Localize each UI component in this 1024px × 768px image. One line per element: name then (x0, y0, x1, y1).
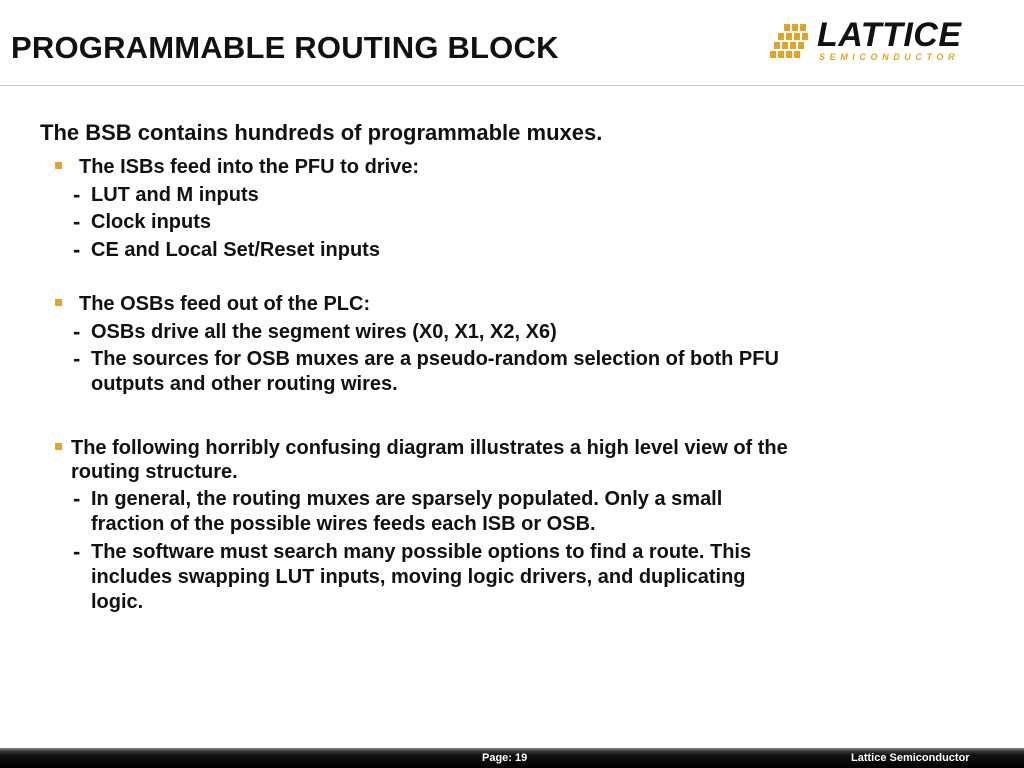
diagram-heading: The following horribly confusing diagram illustrates a high level view of the (71, 437, 788, 459)
page-title: PROGRAMMABLE ROUTING BLOCK (11, 30, 559, 65)
dash-bullet: - (73, 237, 81, 262)
footer-bar (0, 748, 1024, 768)
dash-bullet: - (73, 346, 81, 371)
page-number: Page: 19 (482, 752, 528, 764)
diagram-item: The software must search many possible options to find a route. This (91, 541, 752, 563)
dash-bullet: - (73, 319, 81, 344)
dash-bullet: - (73, 209, 81, 234)
dash-bullet: - (73, 486, 81, 511)
diagram-item-continuation: logic. (91, 591, 144, 613)
isb-item: LUT and M inputs (91, 184, 259, 206)
isb-item: CE and Local Set/Reset inputs (91, 239, 380, 261)
lead-text: The BSB contains hundreds of programmable muxes. (40, 120, 603, 145)
dash-bullet: - (73, 182, 81, 207)
diagram-heading-continuation: routing structure. (71, 461, 238, 483)
isb-heading: The ISBs feed into the PFU to drive: (79, 156, 420, 178)
logo-subtitle: SEMICONDUCTOR (819, 52, 960, 62)
diagram-item: In general, the routing muxes are sparsely populated. Only a small (91, 488, 723, 510)
dash-bullet: - (73, 539, 81, 564)
square-bullet-icon (55, 299, 62, 306)
square-bullet-icon (55, 162, 62, 169)
osb-heading: The OSBs feed out of the PLC: (79, 293, 371, 315)
footer-company: Lattice Semiconductor (851, 752, 970, 764)
diagram-item-continuation: includes swapping LUT inputs, moving logic drivers, and duplicating (91, 566, 746, 588)
diagram-item-continuation: fraction of the possible wires feeds each ISB or OSB. (91, 513, 596, 535)
isb-item: Clock inputs (91, 211, 212, 233)
square-bullet-icon (55, 443, 62, 450)
osb-item: OSBs drive all the segment wires (X0, X1, X2, X6) (91, 321, 557, 343)
logo-wordmark: LATTICE (817, 16, 962, 54)
osb-item-continuation: outputs and other routing wires. (91, 373, 398, 395)
osb-item: The sources for OSB muxes are a pseudo-random selection of both PFU (91, 348, 779, 370)
